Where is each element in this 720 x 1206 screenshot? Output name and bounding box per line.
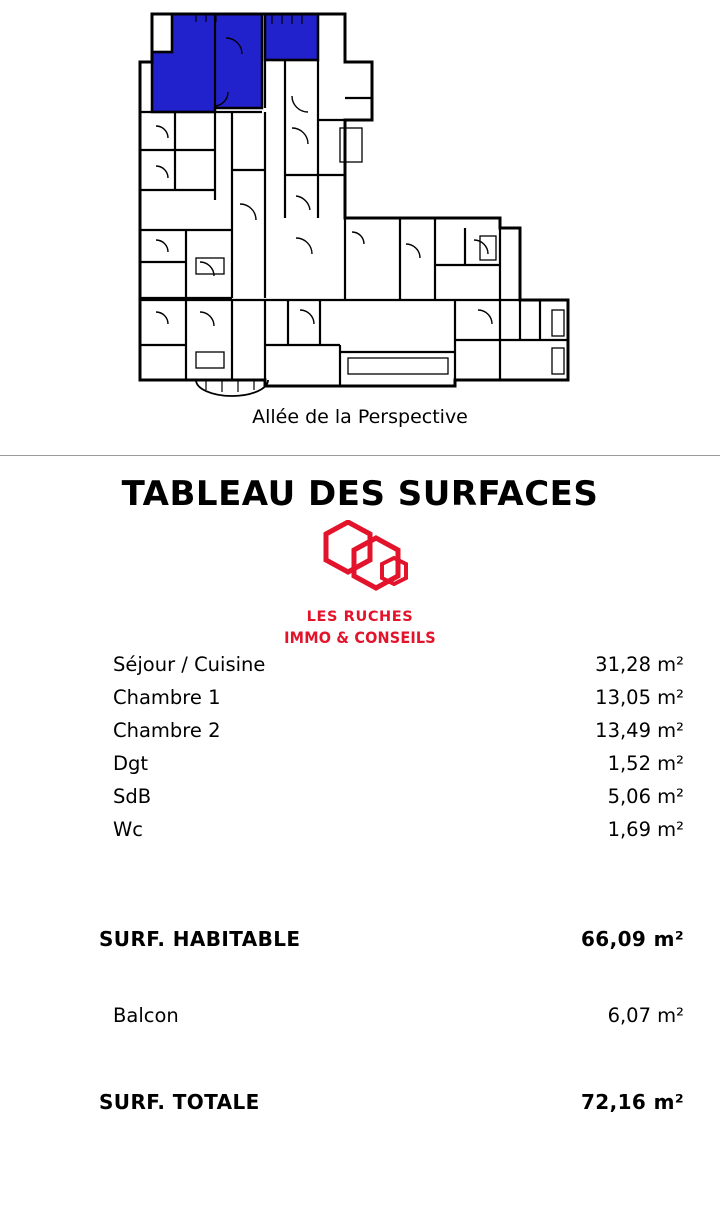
surface-table-area: [0, 455, 720, 1206]
room-value: 13,05 m²: [595, 686, 684, 709]
room-value: 1,69 m²: [607, 818, 684, 841]
balcony-row: [0, 999, 720, 1032]
table-row: [0, 1086, 720, 1119]
table-row: [0, 813, 720, 846]
table-row: [0, 681, 720, 714]
balcony-label: Balcon: [113, 1004, 179, 1027]
street-label: Allée de la Perspective: [252, 406, 468, 428]
room-value: 5,06 m²: [607, 785, 684, 808]
room-value: 1,52 m²: [607, 752, 684, 775]
floor-plan-area: [0, 0, 720, 455]
room-label: Dgt: [113, 752, 149, 775]
habitable-label: SURF. HABITABLE: [99, 927, 301, 951]
balcony-value: 6,07 m²: [607, 1004, 684, 1027]
total-value: 72,16 m²: [580, 1090, 684, 1114]
room-label: Wc: [113, 818, 144, 841]
room-value: 31,28 m²: [595, 653, 684, 676]
room-label: Chambre 1: [113, 686, 221, 709]
total-row: [0, 1086, 720, 1119]
highlighted-unit: [152, 14, 318, 112]
table-row: [0, 747, 720, 780]
table-row: [0, 714, 720, 747]
table-row: [0, 648, 720, 681]
table-row: [0, 999, 720, 1032]
logo-line-2: IMMO & CONSEILS: [284, 628, 436, 647]
room-label: Séjour / Cuisine: [113, 653, 266, 676]
room-label: SdB: [113, 785, 152, 808]
room-value: 13,49 m²: [595, 719, 684, 742]
table-row: [0, 923, 720, 956]
total-label: SURF. TOTALE: [99, 1090, 260, 1114]
room-label: Chambre 2: [113, 719, 221, 742]
company-logo: [278, 520, 442, 645]
habitable-value: 66,09 m²: [580, 927, 684, 951]
table-row: [0, 780, 720, 813]
page-title: TABLEAU DES SURFACES: [121, 474, 599, 514]
habitable-total-row: [0, 923, 720, 956]
logo-line-1: LES RUCHES: [306, 609, 414, 625]
floor-plan-drawing: [0, 0, 720, 400]
room-list: [0, 648, 720, 846]
